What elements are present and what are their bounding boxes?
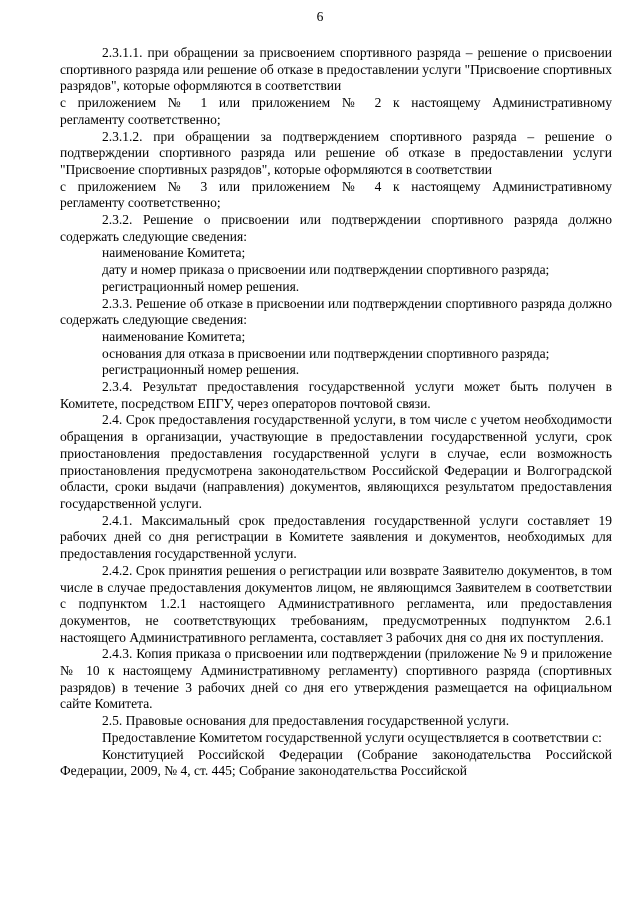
paragraph: 2.5. Правовые основания для предоставления государственной услуги. [102,713,510,729]
paragraph: 2.3.1.2. при обращении за подтверждением спортивного разряда – решение о подтверждении спортивного разряда или решение об отказе в предоставлении услуги "Присвоение спортивных разрядов", которые оформляются в соответствии [60,128,612,177]
paragraph-continuation: с приложением № 3 или приложением № 4 к настоящему Административному [60,178,612,194]
list-item: регистрационный номер решения. [102,278,300,294]
paragraph: Предоставление Комитетом государственной услуги осуществляется в соответствии с: [102,729,602,745]
page-number: 6 [316,9,324,24]
list-item: регистрационный номер решения. [102,362,300,378]
list-item: наименование Комитета; [102,328,246,344]
paragraph-continuation: с приложением № 1 или приложением № 2 к настоящему Административному [60,95,612,111]
list-item: основания для отказа в присвоении или подтверждении спортивного разряда; [102,345,550,361]
paragraph: 2.3.3. Решение об отказе в присвоении или подтверждении спортивного разряда должно содержать следующие сведения: [60,295,612,328]
document-body [60,45,612,780]
list-item: дату и номер приказа о присвоении или подтверждении спортивного разряда; [102,262,550,278]
paragraph: 2.4.1. Максимальный срок предоставления государственной услуги составляет 19 рабочих дней со дня регистрации в Комитете заявления и документов, необходимых для предоставления государственной услуги. [60,512,612,562]
paragraph: 2.3.1.1. при обращении за присвоением спортивного разряда – решение о присвоении спортивного разряда или решение об отказе в предоставлении услуги "Присвоение спортивных разрядов", которые оформляются в соответствии [60,45,612,94]
paragraph-continuation: регламенту соответственно; [60,111,221,127]
paragraph: 2.4.3. Копия приказа о присвоении или подтверждении (приложение № 9 и приложение № 10 к настоящему Административному регламенту) спортивного разряда (спортивных разрядов) в течение 3 рабочих дней со дня его утверждения размещается на официальном сайте Комитета. [60,646,612,712]
paragraph: 2.3.2. Решение о присвоении или подтверждении спортивного разряда должно содержать следующие сведения: [60,212,612,244]
paragraph-continuation: регламенту соответственно; [60,195,221,211]
paragraph: 2.3.4. Результат предоставления государственной услуги может быть получен в Комитете, посредством ЕПГУ, через операторов почтовой связи. [60,379,612,411]
paragraph: 2.4. Срок предоставления государственной услуги, в том числе с учетом необходимости обращения в организации, участвующие в предоставлении государственной услуги, срок приостановления предоставления государственной услуги в случае, если возможность приостановления предусмотрена законодательством Российской Федерации и Волгоградской области, сроки выдачи (направления) документов, являющихся результатом предоставления государственной услуги. [60,412,612,511]
list-item: наименование Комитета; [102,245,246,261]
paragraph: Конституцией Российской Федерации (Собрание законодательства Российской Федерации, 2009, № 4, ст. 445; Собрание законодательства Российской [60,746,612,779]
paragraph: 2.4.2. Срок принятия решения о регистрации или возврате Заявителю документов, в том числе в случае предоставления документов лицом, не являющимся Заявителем в соответствии с подпунктом 1.2.1 настоящего Административного регламента, или предоставления документов, не соответствующих требованиям, предусмотренных подпунктом 2.6.1 настоящего Административного регламента, составляет 3 рабочих дня со дня их поступления. [60,562,612,645]
